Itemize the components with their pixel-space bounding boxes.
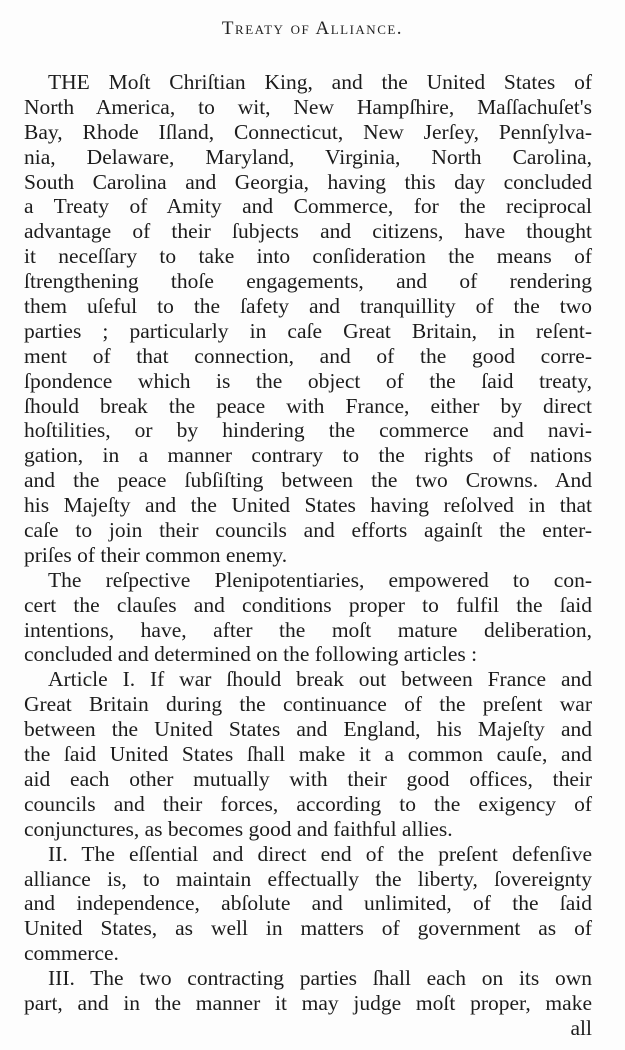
catchword: all <box>570 1015 592 1040</box>
text-line: cert the clauſes and conditions proper to fulfil the ſaid <box>24 592 592 617</box>
text-line: nia, Delaware, Maryland, Virginia, North Carolina, <box>24 144 592 169</box>
text-line: commerce. <box>24 941 119 966</box>
text-line: ſhould break the peace with France, either by direct <box>24 393 592 418</box>
text-line: alliance is, to maintain effectually the liberty, ſovereignty <box>24 866 592 891</box>
text-line: caſe to join their councils and efforts againſt the enter- <box>24 518 592 543</box>
text-line: Article I. If war ſhould break out between France and <box>48 667 592 692</box>
paragraph-plenipotentiaries <box>24 568 592 668</box>
text-line: II. The eſſential and direct end of the preſent defenſive <box>48 841 592 866</box>
text-line: his Majeſty and the United States having reſolved in that <box>24 493 592 518</box>
text-line: The reſpective Plenipotentiaries, empowered to con- <box>48 567 592 592</box>
text-line: advantage of their ſubjects and citizens, have thought <box>24 219 592 244</box>
text-line: hoſtilities, or by hindering the commerce and navi- <box>24 418 592 443</box>
text-line: intentions, have, after the moſt mature deliberation, <box>24 617 592 642</box>
text-line: part, and in the manner it may judge moſt proper, make <box>24 990 592 1015</box>
paragraph-preamble <box>24 70 592 568</box>
text-line: ment of that connection, and of the good corre- <box>24 343 592 368</box>
text-line: THE Moſt Chriſtian King, and the United States of <box>48 70 592 94</box>
text-line: between the United States and England, his Majeſty and <box>24 717 592 742</box>
text-line: the ſaid United States ſhall make it a common cauſe, and <box>24 742 592 767</box>
text-line: and the peace ſubſiſting between the two Crowns. And <box>24 468 592 493</box>
text-line: it neceſſary to take into conſideration the means of <box>24 244 592 269</box>
text-line: concluded and determined on the following articles : <box>24 642 478 667</box>
text-line: priſes of their common enemy. <box>24 542 288 567</box>
text-line: ſpondence which is the object of the ſaid treaty, <box>24 368 592 393</box>
running-head: Treaty of Alliance. <box>221 18 404 39</box>
text-line: Great Britain during the continuance of the preſent war <box>24 692 592 717</box>
text-line: ſtrengthening thoſe engagements, and of rendering <box>24 269 592 294</box>
treaty-text <box>24 70 592 1041</box>
article-3 <box>24 966 592 1016</box>
text-line: them uſeful to the ſafety and tranquillity of the two <box>24 294 592 319</box>
text-line: United States, as well in matters of government as of <box>24 916 592 941</box>
text-line: parties ; particularly in caſe Great Britain, in reſent- <box>24 318 592 343</box>
article-1 <box>24 667 592 841</box>
text-line: South Carolina and Georgia, having this day concluded <box>24 169 592 194</box>
text-line: gation, in a manner contrary to the rights of nations <box>24 443 592 468</box>
text-line: and independence, abſolute and unlimited, of the ſaid <box>24 891 592 916</box>
text-line: aid each other mutually with their good offices, their <box>24 766 592 791</box>
text-line: III. The two contracting parties ſhall each on its own <box>48 966 592 991</box>
text-line: North America, to wit, New Hampſhire, Maſſachuſet's <box>24 94 592 119</box>
text-line: conjunctures, as becomes good and faithful allies. <box>24 816 453 841</box>
text-line: Bay, Rhode Iſland, Connecticut, New Jerſey, Pennſylva- <box>24 119 592 144</box>
text-line: a Treaty of Amity and Commerce, for the reciprocal <box>24 194 592 219</box>
article-2 <box>24 842 592 966</box>
text-line: councils and their forces, according to the exigency of <box>24 791 592 816</box>
